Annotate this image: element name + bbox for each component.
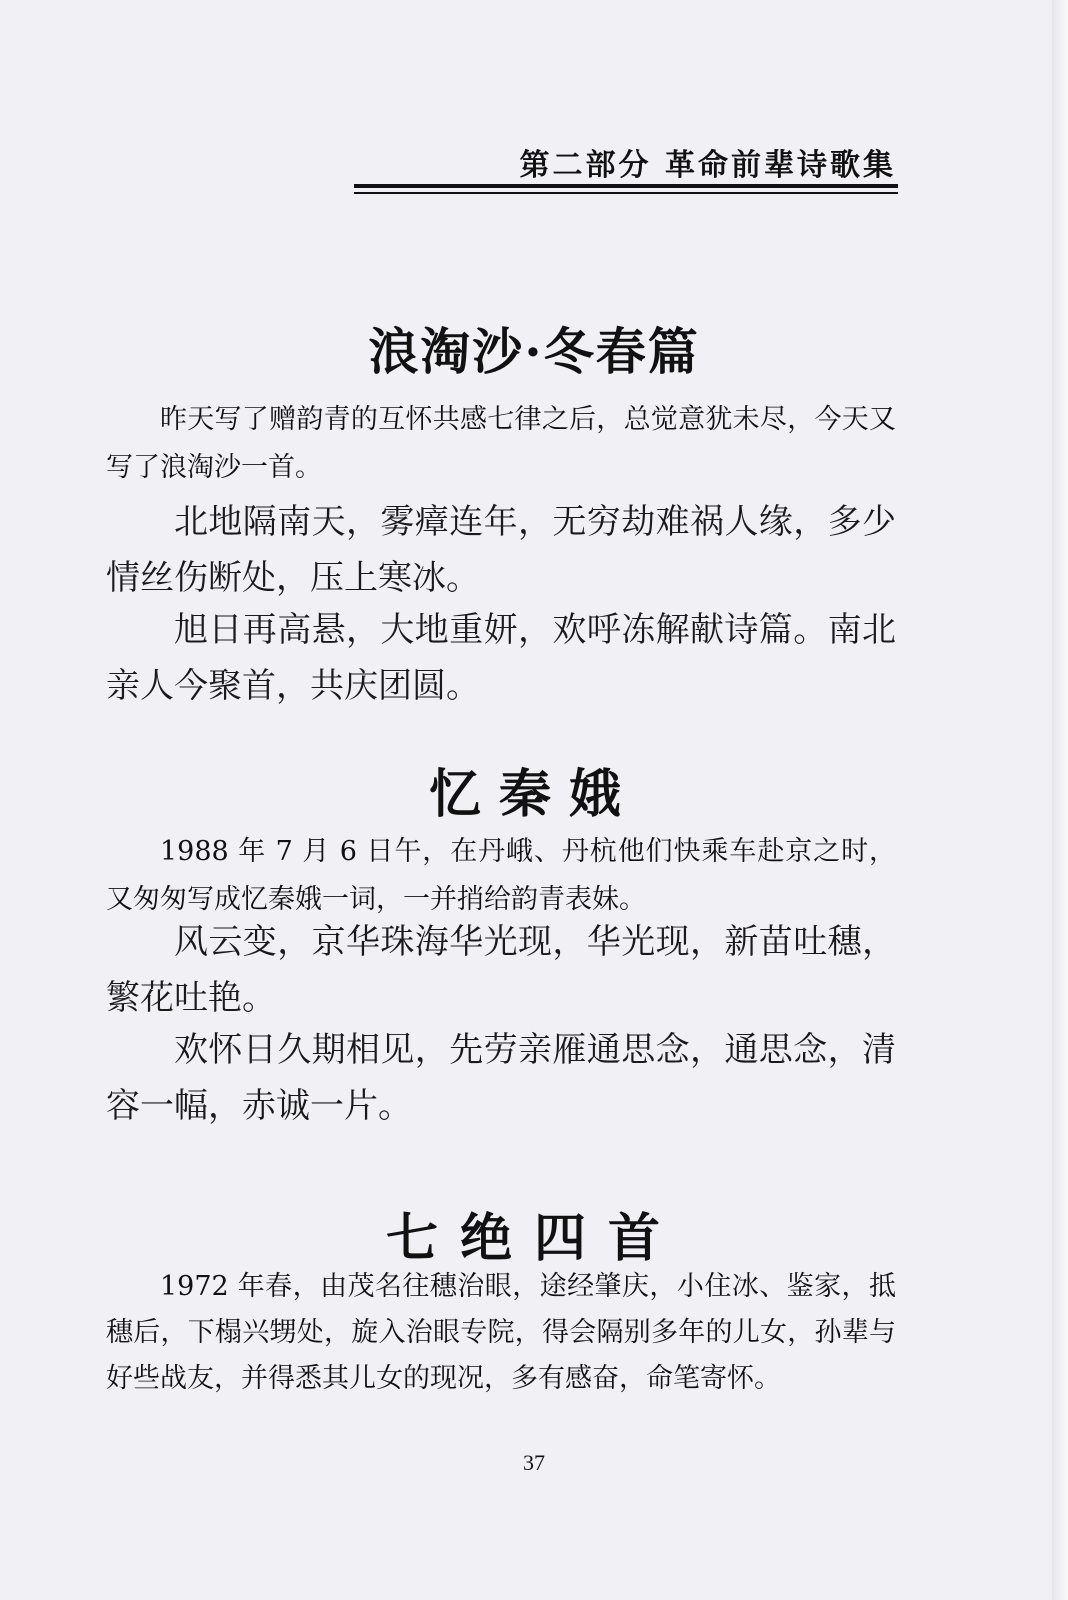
page-number: 37 — [523, 1450, 545, 1475]
running-header: 第二部分 革命前辈诗歌集 — [519, 148, 896, 183]
poem-title: 忆秦娥 — [428, 764, 639, 825]
poem-note: 1972 年春，由茂名往穗治眼，途经肇庆，小住冰、鉴家，抵穗后，下榻兴甥处，旋入治眼专院，得会隔别多年的儿女，孙辈与好些战友，并得悉其儿女的现况，多有感奋，命笔寄怀。 — [106, 1271, 896, 1394]
poem-stanza: 风云变，京华珠海华光现，华光现，新苗吐穗，繁花吐艳。 — [106, 922, 896, 1018]
poem-stanza: 旭日再高悬，大地重妍，欢呼冻解献诗篇。南北亲人今聚首，共庆团圆。 — [106, 610, 896, 706]
poem-note: 昨天写了赠韵青的互怀共感七律之后，总觉意犹未尽，今天又写了浪淘沙一首。 — [106, 404, 896, 483]
header-rule-thick — [354, 184, 898, 188]
poem-title: 七绝四首 — [385, 1208, 682, 1269]
poem-stanza: 欢怀日久期相见，先劳亲雁通思念，通思念，清容一幅，赤诚一片。 — [106, 1030, 896, 1126]
poem-stanza: 北地隔南天，雾瘴连年，无穷劫难祸人缘，多少情丝伤断处，压上寒冰。 — [106, 502, 896, 598]
header-rule-thin — [354, 192, 898, 194]
poem-note: 1988 年 7 月 6 日午，在丹峨、丹杭他们快乘车赴京之时，又匆匆写成忆秦娥一词，一并捎给韵青表妹。 — [106, 836, 896, 915]
poem-title: 浪淘沙·冬春篇 — [368, 322, 700, 381]
